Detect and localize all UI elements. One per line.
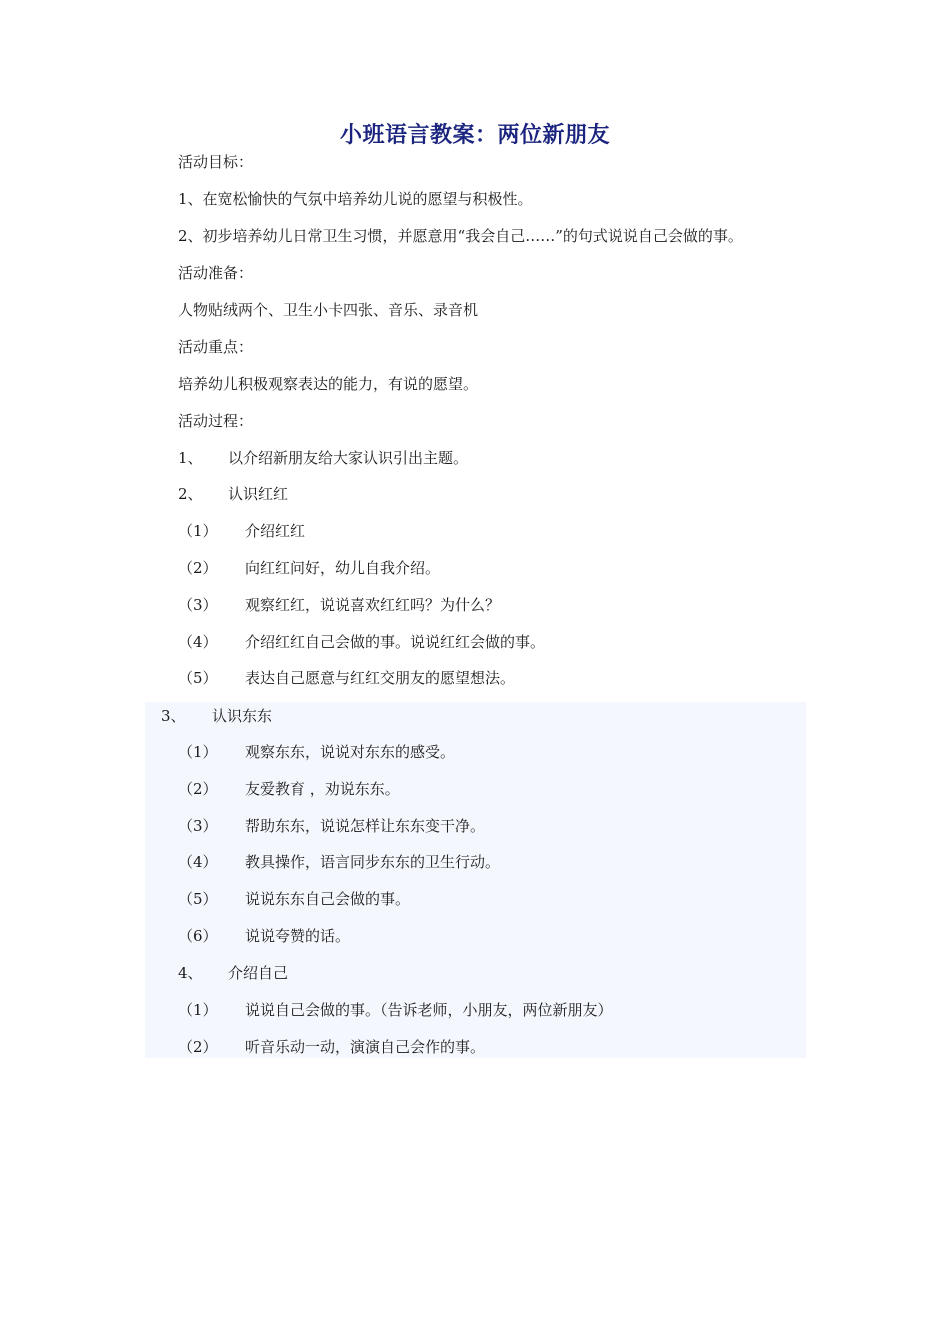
focus-heading: 活动重点：	[178, 338, 254, 356]
list-item-text: 教具操作，语言同步东东的卫生行动。	[245, 853, 501, 871]
list-item-text: 表达自己愿意与红红交朋友的愿望想法。	[245, 669, 516, 687]
step-1-text: 以介绍新朋友给大家认识引出主题。	[228, 449, 469, 467]
list-item	[178, 1000, 613, 1020]
step-4-text: 介绍自己	[228, 964, 289, 982]
list-item-number: （4）	[178, 633, 218, 651]
prep-text: 人物贴绒两个、卫生小卡四张、音乐、录音机	[178, 301, 479, 319]
step-2	[178, 484, 288, 504]
list-item-number: （2）	[178, 559, 218, 577]
list-item-text: 观察东东，说说对东东的感受。	[245, 743, 456, 761]
list-item	[178, 668, 515, 688]
list-item	[178, 816, 485, 836]
step-3-text: 认识东东	[212, 707, 273, 725]
list-item-text: 说说夸赞的话。	[245, 927, 351, 945]
goal-2: 2、初步培养幼儿日常卫生习惯，并愿意用“我会自己……”的句式说说自己会做的事。	[178, 227, 743, 245]
list-item	[178, 889, 410, 909]
list-item	[178, 595, 500, 615]
list-item-number: （5）	[178, 669, 218, 687]
list-item-number: （3）	[178, 817, 218, 835]
list-item-number: （5）	[178, 890, 218, 908]
goal-1: 1、在宽松愉快的气氛中培养幼儿说的愿望与积极性。	[178, 190, 533, 208]
step-3	[161, 706, 272, 726]
prep-heading: 活动准备：	[178, 264, 254, 282]
list-item-number: （2）	[178, 780, 218, 798]
list-item-number: （1）	[178, 522, 218, 540]
list-item	[178, 852, 500, 872]
list-item-text: 向红红问好，幼儿自我介绍。	[245, 559, 441, 577]
list-item-text: 友爱教育 ，劝说东东。	[245, 780, 400, 798]
list-item	[178, 632, 545, 652]
process-heading: 活动过程：	[178, 412, 254, 430]
focus-text: 培养幼儿积极观察表达的能力，有说的愿望。	[178, 375, 479, 393]
step-3-number: 3、	[161, 707, 186, 725]
list-item-number: （3）	[178, 596, 218, 614]
list-item	[178, 779, 400, 799]
list-item-text: 说说东东自己会做的事。	[245, 890, 411, 908]
goals-heading: 活动目标：	[178, 153, 254, 171]
list-item-text: 说说自己会做的事。（告诉老师，小朋友，两位新朋友）	[245, 1001, 613, 1019]
list-item	[178, 926, 350, 946]
list-item-text: 听音乐动一动，演演自己会作的事。	[245, 1038, 486, 1056]
step-2-text: 认识红红	[228, 485, 289, 503]
list-item-text: 帮助东东，说说怎样让东东变干净。	[245, 817, 486, 835]
list-item	[178, 742, 455, 762]
step-4	[178, 963, 288, 983]
list-item-text: 介绍红红	[245, 522, 306, 540]
list-item-number: （2）	[178, 1038, 218, 1056]
list-item-number: （1）	[178, 743, 218, 761]
step-4-number: 4、	[178, 964, 203, 982]
list-item-number: （6）	[178, 927, 218, 945]
list-item	[178, 1037, 485, 1057]
list-item	[178, 558, 440, 578]
step-1	[178, 448, 468, 468]
step-2-number: 2、	[178, 485, 203, 503]
document-title: 小班语言教案：两位新朋友	[339, 123, 610, 148]
list-item-number: （4）	[178, 853, 218, 871]
list-item	[178, 521, 305, 541]
list-item-number: （1）	[178, 1001, 218, 1019]
list-item-text: 观察红红，说说喜欢红红吗？为什么？	[245, 596, 501, 614]
step-1-number: 1、	[178, 449, 203, 467]
list-item-text: 介绍红红自己会做的事。说说红红会做的事。	[245, 633, 546, 651]
